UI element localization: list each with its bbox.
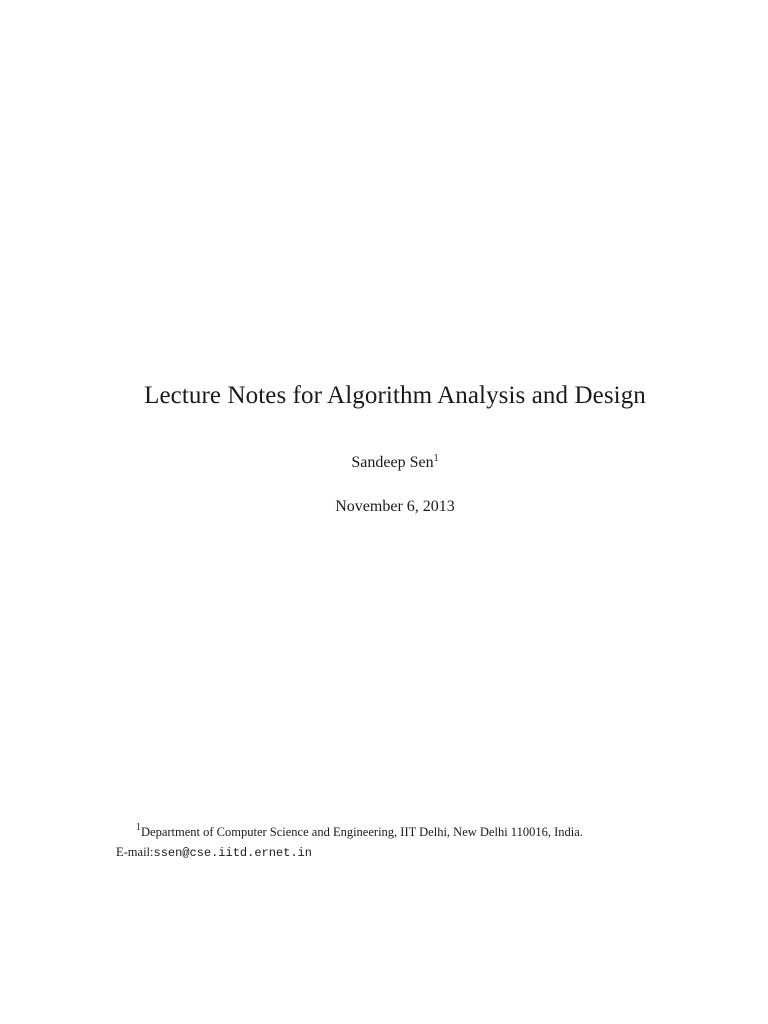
footnote (116, 822, 696, 863)
author-name: Sandeep Sen (351, 454, 434, 471)
document-date: November 6, 2013 (335, 498, 455, 515)
email-address: ssen@cse.iitd.ernet.in (153, 846, 312, 860)
footnote-email-line (116, 842, 696, 863)
document-title: Lecture Notes for Algorithm Analysis and Design (144, 382, 646, 409)
footnote-affiliation-line (116, 822, 696, 842)
footnote-mark: 1 (136, 822, 141, 833)
email-label: E-mail: (116, 845, 154, 859)
author-line (0, 452, 768, 474)
author-footnote-mark: 1 (433, 453, 439, 464)
footnote-affiliation: Department of Computer Science and Engineering, IIT Delhi, New Delhi 110016, India. (141, 825, 583, 839)
